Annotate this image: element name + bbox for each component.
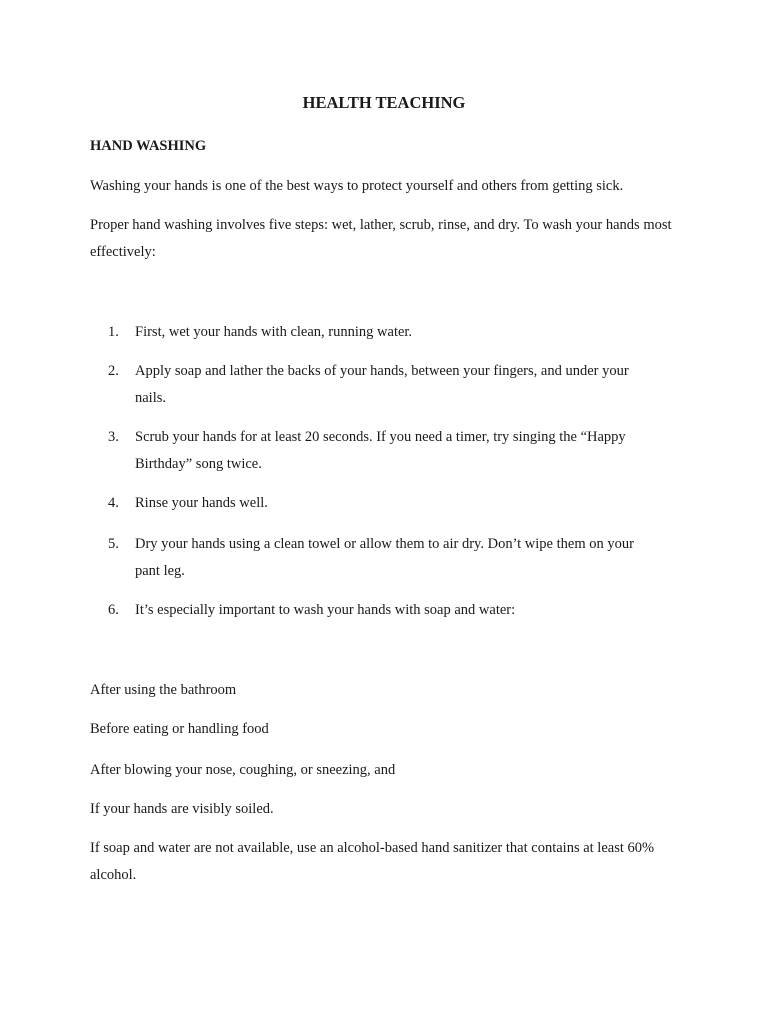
list-item-number: 5. — [108, 536, 119, 552]
occasion-line: After blowing your nose, coughing, or sneezing, and — [90, 762, 396, 778]
list-item — [108, 597, 688, 624]
list-item — [108, 531, 688, 585]
list-item-text: It’s especially important to wash your hands with soap and water: — [135, 602, 516, 618]
section-heading: HAND WASHING — [90, 138, 207, 154]
steps-intro-paragraph: Proper hand washing involves five steps: wet, lather, scrub, rinse, and dry. To wash your hands most effectively: — [90, 217, 672, 260]
list-item — [108, 424, 688, 478]
list-item-number: 2. — [108, 363, 119, 379]
list-item-number: 3. — [108, 429, 119, 445]
document-title: HEALTH TEACHING — [302, 93, 466, 112]
list-item-text: Dry your hands using a clean towel or allow them to air dry. Don’t wipe them on your pant leg. — [135, 536, 634, 579]
intro-paragraph: Washing your hands is one of the best ways to protect yourself and others from getting sick. — [90, 178, 624, 194]
closing-paragraph: If soap and water are not available, use an alcohol-based hand sanitizer that contains at least 60% alcohol. — [90, 840, 655, 883]
list-item-number: 4. — [108, 495, 119, 511]
list-item — [108, 358, 688, 412]
list-item — [108, 490, 688, 517]
occasion-line: After using the bathroom — [90, 682, 237, 698]
list-item — [108, 319, 688, 346]
occasion-line: Before eating or handling food — [90, 721, 269, 737]
list-item-text: First, wet your hands with clean, running water. — [135, 324, 413, 340]
list-item-text: Rinse your hands well. — [135, 495, 268, 511]
occasion-line: If your hands are visibly soiled. — [90, 801, 274, 817]
list-item-text: Scrub your hands for at least 20 seconds. If you need a timer, try singing the “Happy Birthday” song twice. — [135, 429, 626, 472]
list-item-number: 6. — [108, 602, 119, 618]
list-item-text: Apply soap and lather the backs of your hands, between your fingers, and under your nails. — [135, 363, 629, 406]
list-item-number: 1. — [108, 324, 119, 340]
